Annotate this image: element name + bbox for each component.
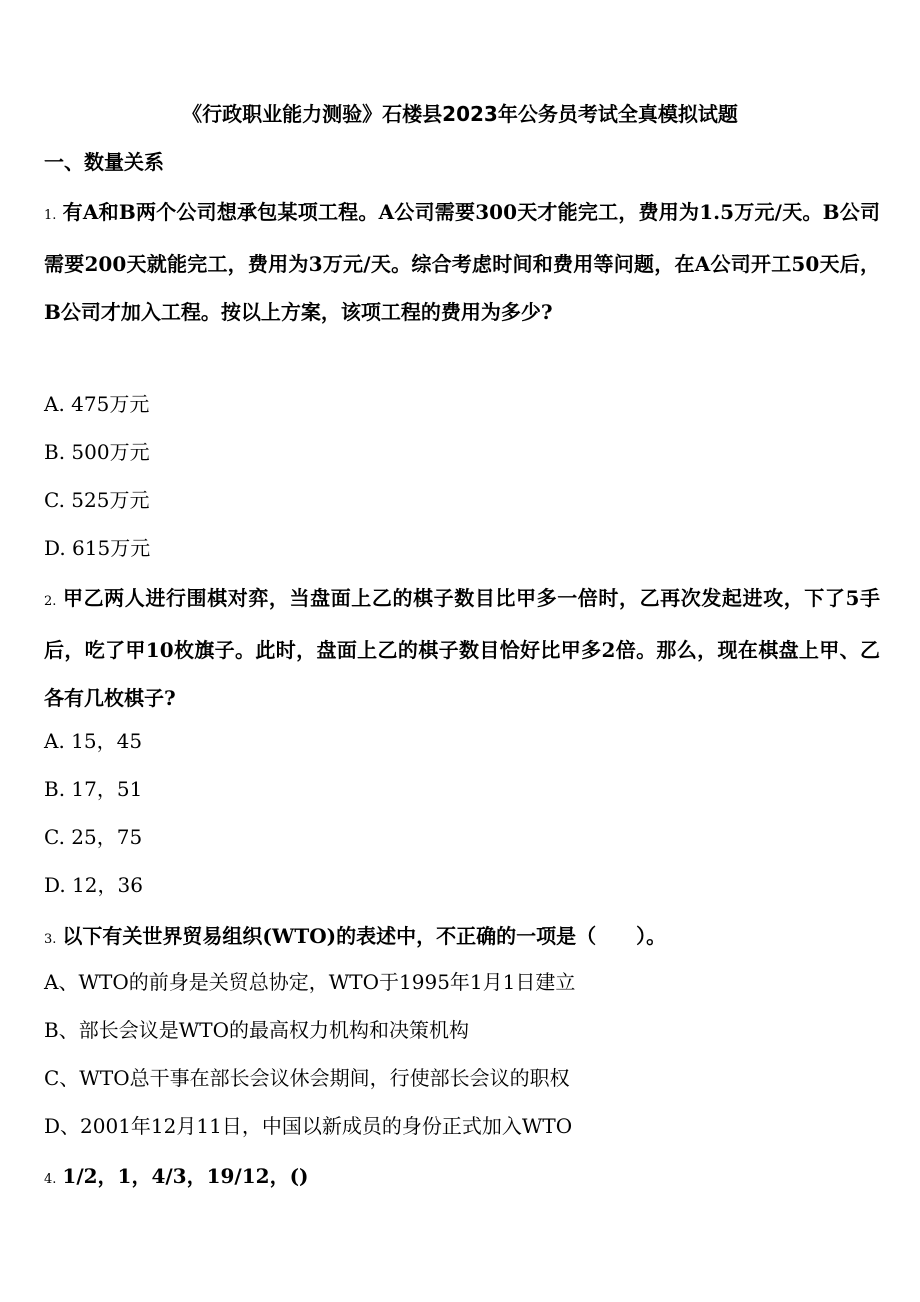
question-1-option-d: D. 615万元 [44, 536, 151, 560]
document-title: 《行政职业能力测验》石楼县2023年公务员考试全真模拟试题 [182, 102, 738, 126]
question-stem: 甲乙两人进行围棋对弈，当盘面上乙的棋子数目比甲多一倍时，乙再次发起进攻，下了5手后，吃了甲10枚旗子。此时，盘面上乙的棋子数目恰好比甲多2倍。那么，现在棋盘上甲、乙各有几枚棋子? [44, 586, 880, 710]
question-2-option-a: A. 15，45 [44, 729, 143, 753]
question-2-option-d: D. 12，36 [44, 873, 143, 897]
question-number: 4. [44, 1172, 57, 1187]
section-heading: 一、数量关系 [44, 150, 164, 174]
question-3-option-b: B、部长会议是WTO的最高权力机构和决策机构 [44, 1018, 469, 1042]
question-1 [44, 188, 880, 336]
question-1-option-a: A. 475万元 [44, 392, 150, 416]
question-2 [44, 574, 880, 722]
question-3-option-d: D、2001年12月11日，中国以新成员的身份正式加入WTO [44, 1114, 573, 1138]
question-stem: 1/2，1，4/3，19/12，() [62, 1164, 309, 1188]
question-stem: 有A和B两个公司想承包某项工程。A公司需要300天才能完工，费用为1.5万元/天。B公司需要200天就能完工，费用为3万元/天。综合考虑时间和费用等问题，在A公司开工50天后，B公司才加入工程。按以上方案，该项工程的费用为多少? [44, 200, 880, 324]
question-stem: 以下有关世界贸易组织(WTO)的表述中，不正确的一项是（ ）。 [62, 924, 667, 948]
question-1-option-b: B. 500万元 [44, 440, 150, 464]
question-number: 1. [44, 208, 57, 223]
question-3-option-c: C、WTO总干事在部长会议休会期间，行使部长会议的职权 [44, 1066, 570, 1090]
question-3-option-a: A、WTO的前身是关贸总协定，WTO于1995年1月1日建立 [44, 970, 576, 994]
question-number: 2. [44, 594, 57, 609]
question-2-option-c: C. 25，75 [44, 825, 143, 849]
question-2-option-b: B. 17，51 [44, 777, 143, 801]
question-1-option-c: C. 525万元 [44, 488, 150, 512]
question-number: 3. [44, 932, 57, 947]
question-4 [44, 1152, 880, 1204]
question-3 [44, 912, 880, 964]
